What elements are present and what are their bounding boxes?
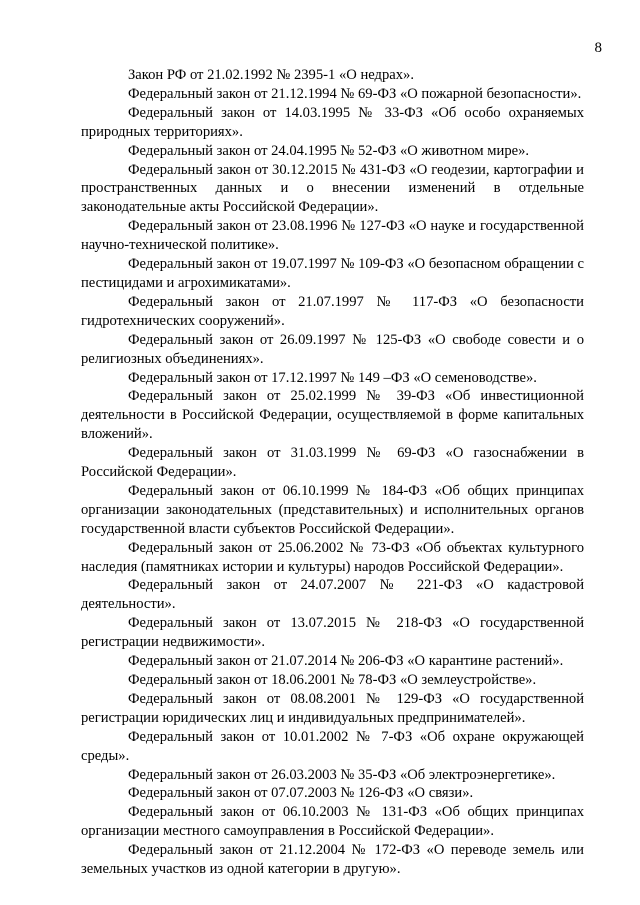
law-item: Федеральный закон от 26.09.1997 № 125-ФЗ «О свободе совести и о религиозных объединениях». bbox=[81, 331, 584, 367]
law-item: Федеральный закон от 24.04.1995 № 52-ФЗ «О животном мире». bbox=[128, 142, 530, 159]
law-list bbox=[81, 66, 584, 879]
law-item: Федеральный закон от 23.08.1996 № 127-ФЗ «О науке и государственной научно-технической политике». bbox=[81, 218, 584, 254]
law-item: Федеральный закон от 13.07.2015 № 218-ФЗ «О государственной регистрации недвижимости». bbox=[81, 615, 584, 651]
law-item: Федеральный закон от 30.12.2015 № 431-ФЗ «О геодезии, картографии и пространственных данных и о внесении изменений в отдельные законодательные акты Российской Федерации». bbox=[81, 161, 584, 216]
law-item: Федеральный закон от 21.07.2014 № 206-ФЗ «О карантине растений». bbox=[128, 653, 564, 670]
law-item: Федеральный закон от 06.10.1999 № 184-ФЗ «Об общих принципах организации законодательных (представительных) и исполнительных органов государственной власти субъектов Российской Федерации». bbox=[81, 482, 584, 537]
law-item: Федеральный закон от 10.01.2002 № 7-ФЗ «Об охране окружающей среды». bbox=[81, 728, 584, 764]
law-item: Федеральный закон от 31.03.1999 № 69-ФЗ «О газоснабжении в Российской Федерации». bbox=[81, 445, 584, 481]
law-item: Федеральный закон от 14.03.1995 № 33-ФЗ «Об особо охраняемых природных территориях». bbox=[81, 104, 584, 140]
law-item: Закон РФ от 21.02.1992 № 2395-1 «О недрах». bbox=[128, 67, 414, 83]
law-item: Федеральный закон от 06.10.2003 № 131-ФЗ «Об общих принципах организации местного самоуправления в Российской Федерации». bbox=[81, 804, 584, 840]
law-item: Федеральный закон от 19.07.1997 № 109-ФЗ «О безопасном обращении с пестицидами и агрохимикатами». bbox=[81, 256, 584, 291]
law-item: Федеральный закон от 21.12.1994 № 69-ФЗ «О пожарной безопасности». bbox=[128, 85, 582, 102]
law-item: Федеральный закон от 07.07.2003 № 126-ФЗ «О связи». bbox=[128, 785, 474, 802]
law-item: Федеральный закон от 17.12.1997 № 149 –ФЗ «О семеноводстве». bbox=[128, 369, 537, 386]
law-item: Федеральный закон от 25.02.1999 № 39-ФЗ «Об инвестиционной деятельности в Российской Федерации, осуществляемой в форме капитальных вложений». bbox=[81, 388, 584, 443]
law-item: Федеральный закон от 08.08.2001 № 129-ФЗ «О государственной регистрации юридических лиц и индивидуальных предпринимателей». bbox=[81, 690, 584, 726]
law-item: Федеральный закон от 24.07.2007 № 221-ФЗ «О кадастровой деятельности». bbox=[81, 577, 584, 613]
law-item: Федеральный закон от 25.06.2002 № 73-ФЗ «Об объектах культурного наследия (памятниках истории и культуры) народов Российской Федерации». bbox=[81, 539, 584, 575]
law-item: Федеральный закон от 18.06.2001 № 78-ФЗ «О землеустройстве». bbox=[128, 672, 537, 688]
law-item: Федеральный закон от 26.03.2003 № 35-ФЗ «Об электроэнергетике». bbox=[128, 766, 556, 783]
law-item: Федеральный закон от 21.12.2004 № 172-ФЗ «О переводе земель или земельных участков из одной категории в другую». bbox=[81, 842, 584, 878]
law-item: Федеральный закон от 21.07.1997 № 117-ФЗ «О безопасности гидротехнических сооружений». bbox=[81, 293, 584, 329]
page-number: 8 bbox=[594, 40, 602, 56]
